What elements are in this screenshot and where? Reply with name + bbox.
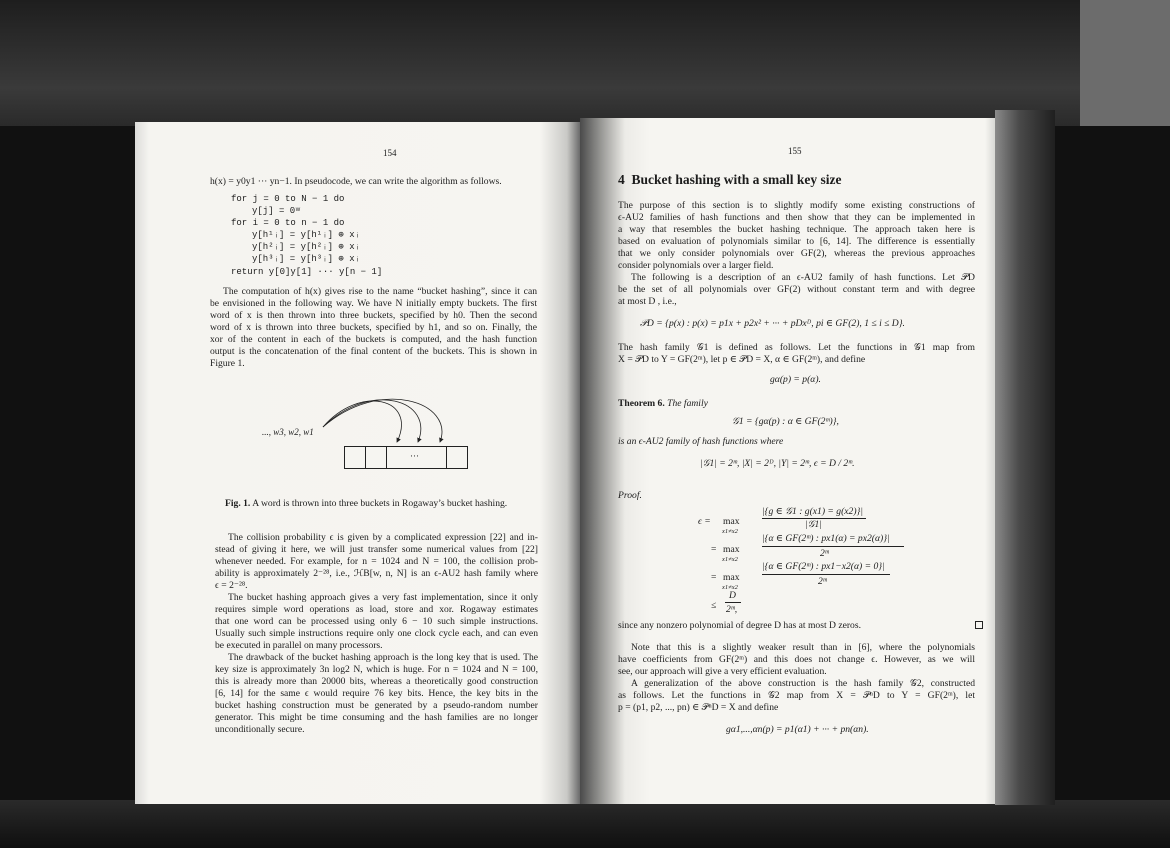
left-page: 154 h(x) = y0y1 ··· yn−1. In pseudocode, we can write the algorithm as follows. for j = 0 to N − 1 do y[j] = 0ʷ for i = 0 to n − 1 do y[h¹ᵢ] = y[h¹ᵢ] ⊕ xᵢ y[h²ᵢ] = y[h²ᵢ] ⊕ xᵢ y[h³ᵢ] = y[h³ᵢ] ⊕ xᵢ return y[0]y[1] ··· y[n − 1] The computation of h(x) gives rise to the name “bucket hashing”, since it can be envisioned in the following way. We have N initially empty buckets. The first word of x is then thrown into three buckets, specified by h0. Then the second word of x is thrown into three buckets, specified by h1, and so on. Finally, the xor of the content in each of the buckets is computed, and the hash function output is the concatenation of the final content of the buckets. This is shown in Figure 1. ..., w3, w2, w1 ··· Fig. 1. A word is thrown into three buckets in Rogaway’s bucket hashing. The collision probability ϵ is given by a complicated expression [22] and in- stead of giving it here, we will just transfer some numerical values from [22] whenever needed. For example, for n = 1024 and N = 100, the collision prob- ability is approximately 2⁻²⁸, i.e., ℋB[w, n, N] is an ϵ-AU2 hash family where ϵ = 2⁻²⁸. The bucket hashing approach gives a very fast implementation, since it only requires simple word operations as load, store and xor. Rogaway estimates that one word can be processed using only 6 − 10 such simple instructions. Usually such simple instructions require only one clock cycle each, and can even be executed in parallel on many processors. The drawback of the bucket hashing approach is the long key that is used. The key size is approximately 3n log2 N, which is huge. For n = 1024 and N = 100, this is already more than 20000 bits, whereas a theoretically good construction [6, 14] for the same ϵ would require 76 key bits. Hence, the key bits in the bucket hashing construction must be generated by a pseudo-random number generator. This might be time consuming and the hash families are no longer unconditionally secure. [135,122,580,804]
bucket-ellipsis: ··· [410,451,419,461]
book-edge-shadow [995,110,1055,805]
theorem-statement: is an ϵ-AU2 family of hash functions where [618,436,784,447]
equation-g2: gα1,...,αn(p) = p1(α1) + ··· + pn(αn). [726,724,869,735]
figure-caption: Fig. 1. A word is thrown into three buckets in Rogaway’s bucket hashing. [225,498,508,509]
qed-square-icon [975,621,983,629]
arrow-to-bucket-2 [323,400,421,442]
code-line: for i = 0 to n − 1 do [231,218,345,228]
code-line: return y[0]y[1] ··· y[n − 1] [231,267,383,277]
equation-pd: 𝒫D = {p(x) : p(x) = p1x + p2x² + ··· + pDxᴰ, pi ∈ GF(2), 1 ≤ i ≤ D}. [640,318,905,329]
page-number-right: 155 [788,146,802,156]
word-sequence-label: ..., w3, w2, w1 [262,427,314,437]
proof-conclusion: since any nonzero polynomial of degree D has at most D zeros. [618,620,861,631]
scanner-top-shadow [0,0,1170,126]
code-line: y[h¹ᵢ] = y[h¹ᵢ] ⊕ xᵢ [252,230,361,240]
fraction-bar [725,602,741,603]
equation-sizes: |𝒢1| = 2ᵐ, |X| = 2ᴰ, |Y| = 2ᵐ, ϵ = D / 2ᵐ. [700,458,855,469]
arrow-to-bucket-1 [323,401,401,442]
code-line: for j = 0 to N − 1 do [231,194,345,204]
section-heading: 4 Bucket hashing with a small key size [618,172,842,187]
fraction-bar [762,574,890,575]
intro-line: h(x) = y0y1 ··· yn−1. In pseudocode, we can write the algorithm as follows. [210,176,502,187]
arrow-to-bucket-3 [323,399,442,442]
code-line: y[h²ᵢ] = y[h²ᵢ] ⊕ xᵢ [252,242,361,252]
code-line: y[j] = 0ʷ [252,206,301,216]
equation-g-alpha: gα(p) = p(α). [770,374,821,385]
proof-label: Proof. [618,490,642,501]
page-number-left: 154 [383,148,397,158]
code-line: y[h³ᵢ] = y[h³ᵢ] ⊕ xᵢ [252,254,361,264]
right-page: 155 4 Bucket hashing with a small key size The purpose of this section is to slightly modify some existing constructions of ϵ-AU2 families of hash functions and then show that they can be implemented in a way that resembles the bucket hashing technique. The approach taken here is based on evaluation of polynomials similar to [6, 14]. The difference is essentially that we only consider polynomials over GF(2), whereas the previous approaches consider polynomials over a larger field. The following is a description of an ϵ-AU2 family of hash functions. Let 𝒫D be the set of all polynomials over GF(2) without constant term and with degree at most D , i.e., 𝒫D = {p(x) : p(x) = p1x + p2x² + ··· + pDxᴰ, pi ∈ GF(2), 1 ≤ i ≤ D}. The hash family 𝒢1 is defined as follows. Let the functions in 𝒢1 map from X = 𝒫D to Y = GF(2ᵐ), let p ∈ 𝒫D = X, α ∈ GF(2ᵐ), and define gα(p) = p(α). Theorem 6. The family 𝒢1 = {gα(p) : α ∈ GF(2ᵐ)}, is an ϵ-AU2 family of hash functions where |𝒢1| = 2ᵐ, |X| = 2ᴰ, |Y| = 2ᵐ, ϵ = D / 2ᵐ. Proof. ϵ = max x1≠x2 |{g ∈ 𝒢1 : g(x1) = g(x2)}| |𝒢1| = max x1≠x2 |{α ∈ GF(2ᵐ) : px1(α) = px2(α)}| 2ᵐ = max x1≠x2 |{α ∈ GF(2ᵐ) : px1−x2(α) = 0}| 2ᵐ ≤ D 2ᵐ, since any nonzero polynomial of degree D has at most D zeros. Note that this is a slightly weaker result than in [6], where the polynomials have coefficients from GF(2ᵐ) and this does not change ϵ. However, as we will see, our approach will give a very efficient evaluation. A generalization of the above construction is the hash family 𝒢2, constructed as follows. Let the functions in 𝒢2 map from X = 𝒫ⁿD to Y = GF(2ᵐ), let p = (p1, p2, ..., pn) ∈ 𝒫ⁿD = X and define gα1,...,αn(p) = p1(α1) + ··· + pn(αn). [580,118,995,804]
fraction-bar [762,546,904,547]
theorem-6: Theorem 6. The family [618,398,708,409]
equation-g1-family: 𝒢1 = {gα(p) : α ∈ GF(2ᵐ)}, [732,416,839,427]
scanner-bottom-shadow [0,800,1170,848]
